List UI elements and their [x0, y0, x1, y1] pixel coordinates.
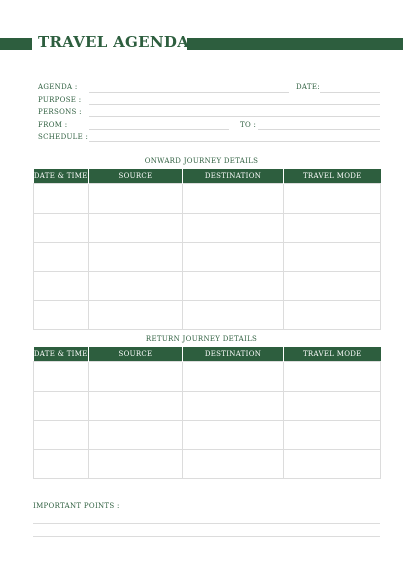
- onward-col-source: SOURCE: [89, 169, 183, 184]
- page-title: TRAVEL AGENDA: [38, 33, 190, 51]
- table-cell[interactable]: [183, 214, 284, 243]
- table-cell[interactable]: [284, 184, 381, 214]
- table-cell[interactable]: [34, 272, 89, 301]
- table-cell[interactable]: [183, 392, 284, 421]
- purpose-field[interactable]: [89, 104, 380, 105]
- table-cell[interactable]: [284, 272, 381, 301]
- table-cell[interactable]: [34, 450, 89, 479]
- agenda-label: AGENDA :: [38, 83, 78, 91]
- table-cell[interactable]: [284, 362, 381, 392]
- table-row: [34, 243, 381, 272]
- important-points-line[interactable]: [33, 536, 380, 537]
- onward-header-row: [34, 169, 381, 184]
- table-cell[interactable]: [183, 421, 284, 450]
- title-accent-bar-left: [0, 38, 32, 50]
- important-points-label: IMPORTANT POINTS :: [33, 502, 120, 510]
- schedule-field[interactable]: [89, 141, 380, 142]
- table-cell[interactable]: [89, 450, 183, 479]
- to-field[interactable]: [258, 129, 380, 130]
- table-cell[interactable]: [89, 214, 183, 243]
- table-cell[interactable]: [89, 301, 183, 330]
- table-cell[interactable]: [284, 450, 381, 479]
- onward-journey-table: [33, 169, 381, 330]
- from-field[interactable]: [89, 129, 229, 130]
- schedule-label: SCHEDULE :: [38, 133, 89, 141]
- table-cell[interactable]: [183, 450, 284, 479]
- to-label: TO :: [240, 121, 257, 129]
- onward-col-destination: DESTINATION: [183, 169, 284, 184]
- table-cell[interactable]: [89, 243, 183, 272]
- table-row: [34, 362, 381, 392]
- table-cell[interactable]: [284, 421, 381, 450]
- table-cell[interactable]: [89, 421, 183, 450]
- table-cell[interactable]: [89, 272, 183, 301]
- title-accent-bar-right: [187, 38, 403, 50]
- table-cell[interactable]: [34, 362, 89, 392]
- table-cell[interactable]: [183, 184, 284, 214]
- return-col-travel-mode: TRAVEL MODE: [284, 347, 381, 362]
- from-label: FROM :: [38, 121, 68, 129]
- return-section-title: RETURN JOURNEY DETAILS: [145, 335, 258, 343]
- important-points-line[interactable]: [33, 523, 380, 524]
- table-cell[interactable]: [34, 184, 89, 214]
- return-col-destination: DESTINATION: [183, 347, 284, 362]
- table-cell[interactable]: [183, 362, 284, 392]
- table-cell[interactable]: [284, 214, 381, 243]
- date-field[interactable]: [320, 92, 380, 93]
- table-cell[interactable]: [183, 243, 284, 272]
- return-header-row: [34, 347, 381, 362]
- table-cell[interactable]: [34, 243, 89, 272]
- return-journey-table: [33, 347, 381, 479]
- table-cell[interactable]: [284, 243, 381, 272]
- onward-col-date-time: DATE & TIME: [34, 169, 89, 184]
- table-cell[interactable]: [89, 184, 183, 214]
- table-cell[interactable]: [183, 301, 284, 330]
- table-cell[interactable]: [34, 392, 89, 421]
- date-label: DATE:: [296, 83, 320, 91]
- table-row: [34, 184, 381, 214]
- persons-label: PERSONS :: [38, 108, 82, 116]
- table-cell[interactable]: [89, 392, 183, 421]
- onward-col-travel-mode: TRAVEL MODE: [284, 169, 381, 184]
- table-row: [34, 392, 381, 421]
- table-row: [34, 421, 381, 450]
- table-cell[interactable]: [34, 301, 89, 330]
- return-col-source: SOURCE: [89, 347, 183, 362]
- table-row: [34, 301, 381, 330]
- table-row: [34, 450, 381, 479]
- table-cell[interactable]: [34, 214, 89, 243]
- table-cell[interactable]: [34, 421, 89, 450]
- persons-field[interactable]: [89, 116, 380, 117]
- table-cell[interactable]: [284, 392, 381, 421]
- purpose-label: PURPOSE :: [38, 96, 82, 104]
- agenda-field[interactable]: [89, 92, 289, 93]
- table-cell[interactable]: [183, 272, 284, 301]
- table-cell[interactable]: [89, 362, 183, 392]
- table-row: [34, 272, 381, 301]
- return-col-date-time: DATE & TIME: [34, 347, 89, 362]
- onward-section-title: ONWARD JOURNEY DETAILS: [144, 157, 259, 165]
- table-cell[interactable]: [284, 301, 381, 330]
- table-row: [34, 214, 381, 243]
